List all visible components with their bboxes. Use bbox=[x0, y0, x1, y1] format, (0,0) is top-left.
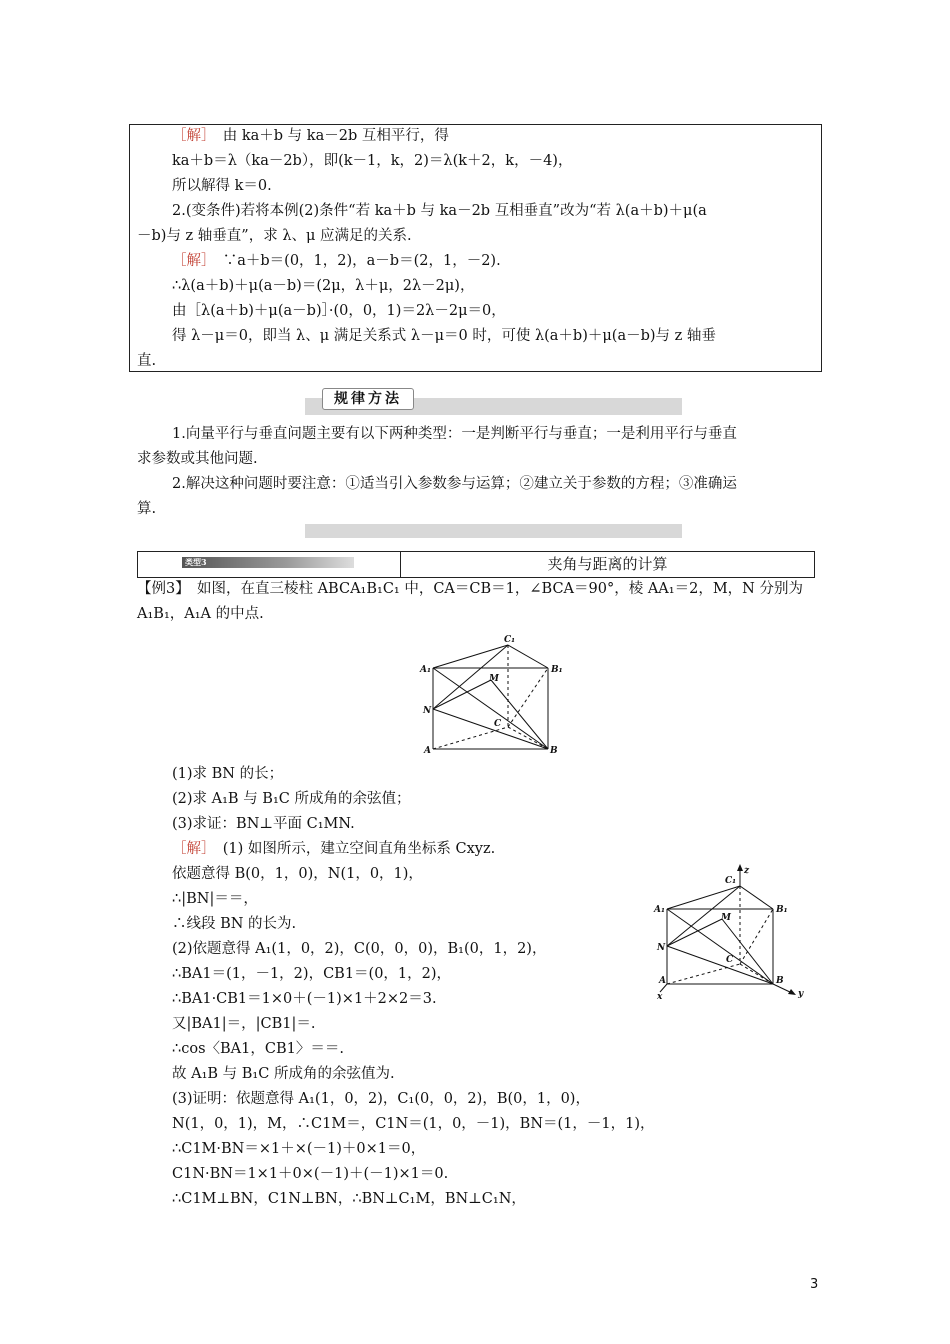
label-C1: C₁ bbox=[504, 635, 516, 645]
solution-line-12: N(1，0，1)，M，∴C1M＝，C1N＝(1，0，－1)，BN＝(1，－1，1)， bbox=[172, 1116, 655, 1132]
box-line-1 bbox=[172, 126, 449, 146]
label-M: M bbox=[489, 674, 499, 684]
box-line-2: ka＋b＝λ（ka－2b），即(k－1，k，2)＝λ(k＋2，k，－4)， bbox=[172, 153, 573, 169]
box-line-6 bbox=[172, 251, 501, 271]
solution-tag: ［解］ bbox=[172, 841, 209, 857]
method-line-4: 算. bbox=[137, 501, 157, 517]
label-B1: B₁ bbox=[551, 665, 563, 675]
example-line-1: 【例3】 如图，在直三棱柱 ABCA₁B₁C₁ 中，CA＝CB＝1，∠BCA＝90°，棱 AA₁＝2，M，N 分别为 bbox=[137, 581, 803, 597]
example-line-2: A₁B₁，A₁A 的中点. bbox=[137, 606, 264, 622]
solution-line-9: ∴cos〈BA1，CB1〉＝＝. bbox=[172, 1041, 344, 1057]
solution-line-7: ∴BA1·CB1＝1×0＋(－1)×1＋2×2＝3. bbox=[172, 991, 437, 1007]
solution-line-1-text: (1) 如图所示，建立空间直角坐标系 Cxyz. bbox=[208, 841, 496, 857]
label-N: N bbox=[423, 706, 432, 716]
label-C1: C₁ bbox=[725, 876, 737, 886]
solution-line-4: ∴线段 BN 的长为. bbox=[172, 916, 297, 932]
coordinate-figure bbox=[650, 862, 830, 1002]
solution-tag: ［解］ bbox=[172, 253, 209, 269]
label-B1: B₁ bbox=[776, 905, 788, 915]
label-A: A bbox=[659, 976, 666, 986]
solution-line-10: 故 A₁B 与 B₁C 所成角的余弦值为. bbox=[172, 1066, 395, 1082]
box-line-1-text: 由 ka＋b 与 ka－2b 互相平行，得 bbox=[208, 128, 449, 144]
method-title: 规律方法 bbox=[322, 388, 414, 410]
solution-line-6: ∴BA1＝(1，－1，2)，CB1＝(0，1，2)， bbox=[172, 966, 452, 982]
label-M: M bbox=[721, 913, 731, 923]
solution-line-1 bbox=[172, 839, 495, 859]
solution-line-13: ∴C1M·BN＝×1＋×(－1)＋0×1＝0， bbox=[172, 1141, 426, 1157]
label-A1: A₁ bbox=[654, 905, 665, 915]
label-B: B bbox=[550, 746, 558, 756]
label-A1: A₁ bbox=[420, 665, 431, 675]
method-line-1: 1.向量平行与垂直问题主要有以下两种类型：一是判断平行与垂直；一是利用平行与垂直 bbox=[172, 426, 737, 442]
box-line-3: 所以解得 k＝0. bbox=[172, 178, 272, 194]
label-C: C bbox=[494, 719, 502, 729]
label-N: N bbox=[657, 943, 666, 953]
solution-line-15: ∴C1M⊥BN，C1N⊥BN，∴BN⊥C₁M，BN⊥C₁N， bbox=[172, 1191, 526, 1207]
type-tag-bar bbox=[182, 557, 354, 568]
solution-tag: ［解］ bbox=[172, 128, 209, 144]
box-line-7: ∴λ(a＋b)＋μ(a－b)＝(2μ，λ＋μ，2λ－2μ)， bbox=[172, 278, 475, 294]
label-y: y bbox=[798, 989, 804, 999]
type-title: 夹角与距离的计算 bbox=[547, 555, 668, 573]
solution-line-5: (2)依题意得 A₁(1，0，2)，C(0，0，0)，B₁(0，1，2)， bbox=[172, 941, 547, 957]
box-line-8: 由［λ(a＋b)＋μ(a－b)］·(0，0，1)＝2λ－2μ＝0， bbox=[172, 303, 506, 319]
prism-figure bbox=[415, 628, 575, 760]
label-x: x bbox=[657, 992, 663, 1002]
method-line-3: 2.解决这种问题时要注意：①适当引入参数参与运算；②建立关于参数的方程；③准确运 bbox=[172, 476, 737, 492]
label-B: B bbox=[776, 976, 784, 986]
type-header bbox=[137, 551, 815, 578]
box-line-10: 直. bbox=[137, 353, 157, 369]
solution-line-11: (3)证明：依题意得 A₁(1，0，2)，C₁(0，0，2)，B(0，1，0)， bbox=[172, 1091, 590, 1107]
solution-line-2: 依题意得 B(0，1，0)，N(1，0，1)， bbox=[172, 866, 423, 882]
solution-line-3: ∴|BN|＝＝， bbox=[172, 891, 258, 907]
section-divider bbox=[305, 524, 682, 538]
box-line-4: 2.(变条件)若将本例(2)条件“若 ka＋b 与 ka－2b 互相垂直”改为“若 λ(a＋b)＋μ(a bbox=[172, 203, 707, 219]
label-A: A bbox=[424, 746, 431, 756]
method-line-2: 求参数或其他问题. bbox=[137, 451, 258, 467]
box-line-6-text: ∵a＋b＝(0，1，2)，a－b＝(2，1，－2). bbox=[208, 253, 501, 269]
solution-line-14: C1N·BN＝1×1＋0×(－1)＋(－1)×1＝0. bbox=[172, 1166, 449, 1182]
box-line-9: 得 λ－μ＝0，即当 λ、μ 满足关系式 λ－μ＝0 时，可使 λ(a＋b)＋μ(a－b)与 z 轴垂 bbox=[172, 328, 716, 344]
solution-line-8: 又|BA1|＝，|CB1|＝. bbox=[172, 1016, 316, 1032]
label-z: z bbox=[744, 866, 750, 876]
type-tag: 类型3 bbox=[185, 557, 207, 567]
box-line-5: －b)与 z 轴垂直”，求 λ、μ 应满足的关系. bbox=[137, 228, 412, 244]
page-number: 3 bbox=[810, 1277, 819, 1292]
question-3: (3)求证：BN⊥平面 C₁MN. bbox=[172, 816, 355, 832]
question-2: (2)求 A₁B 与 B₁C 所成角的余弦值； bbox=[172, 791, 411, 807]
label-C: C bbox=[726, 955, 734, 965]
question-1: (1)求 BN 的长； bbox=[172, 766, 284, 782]
